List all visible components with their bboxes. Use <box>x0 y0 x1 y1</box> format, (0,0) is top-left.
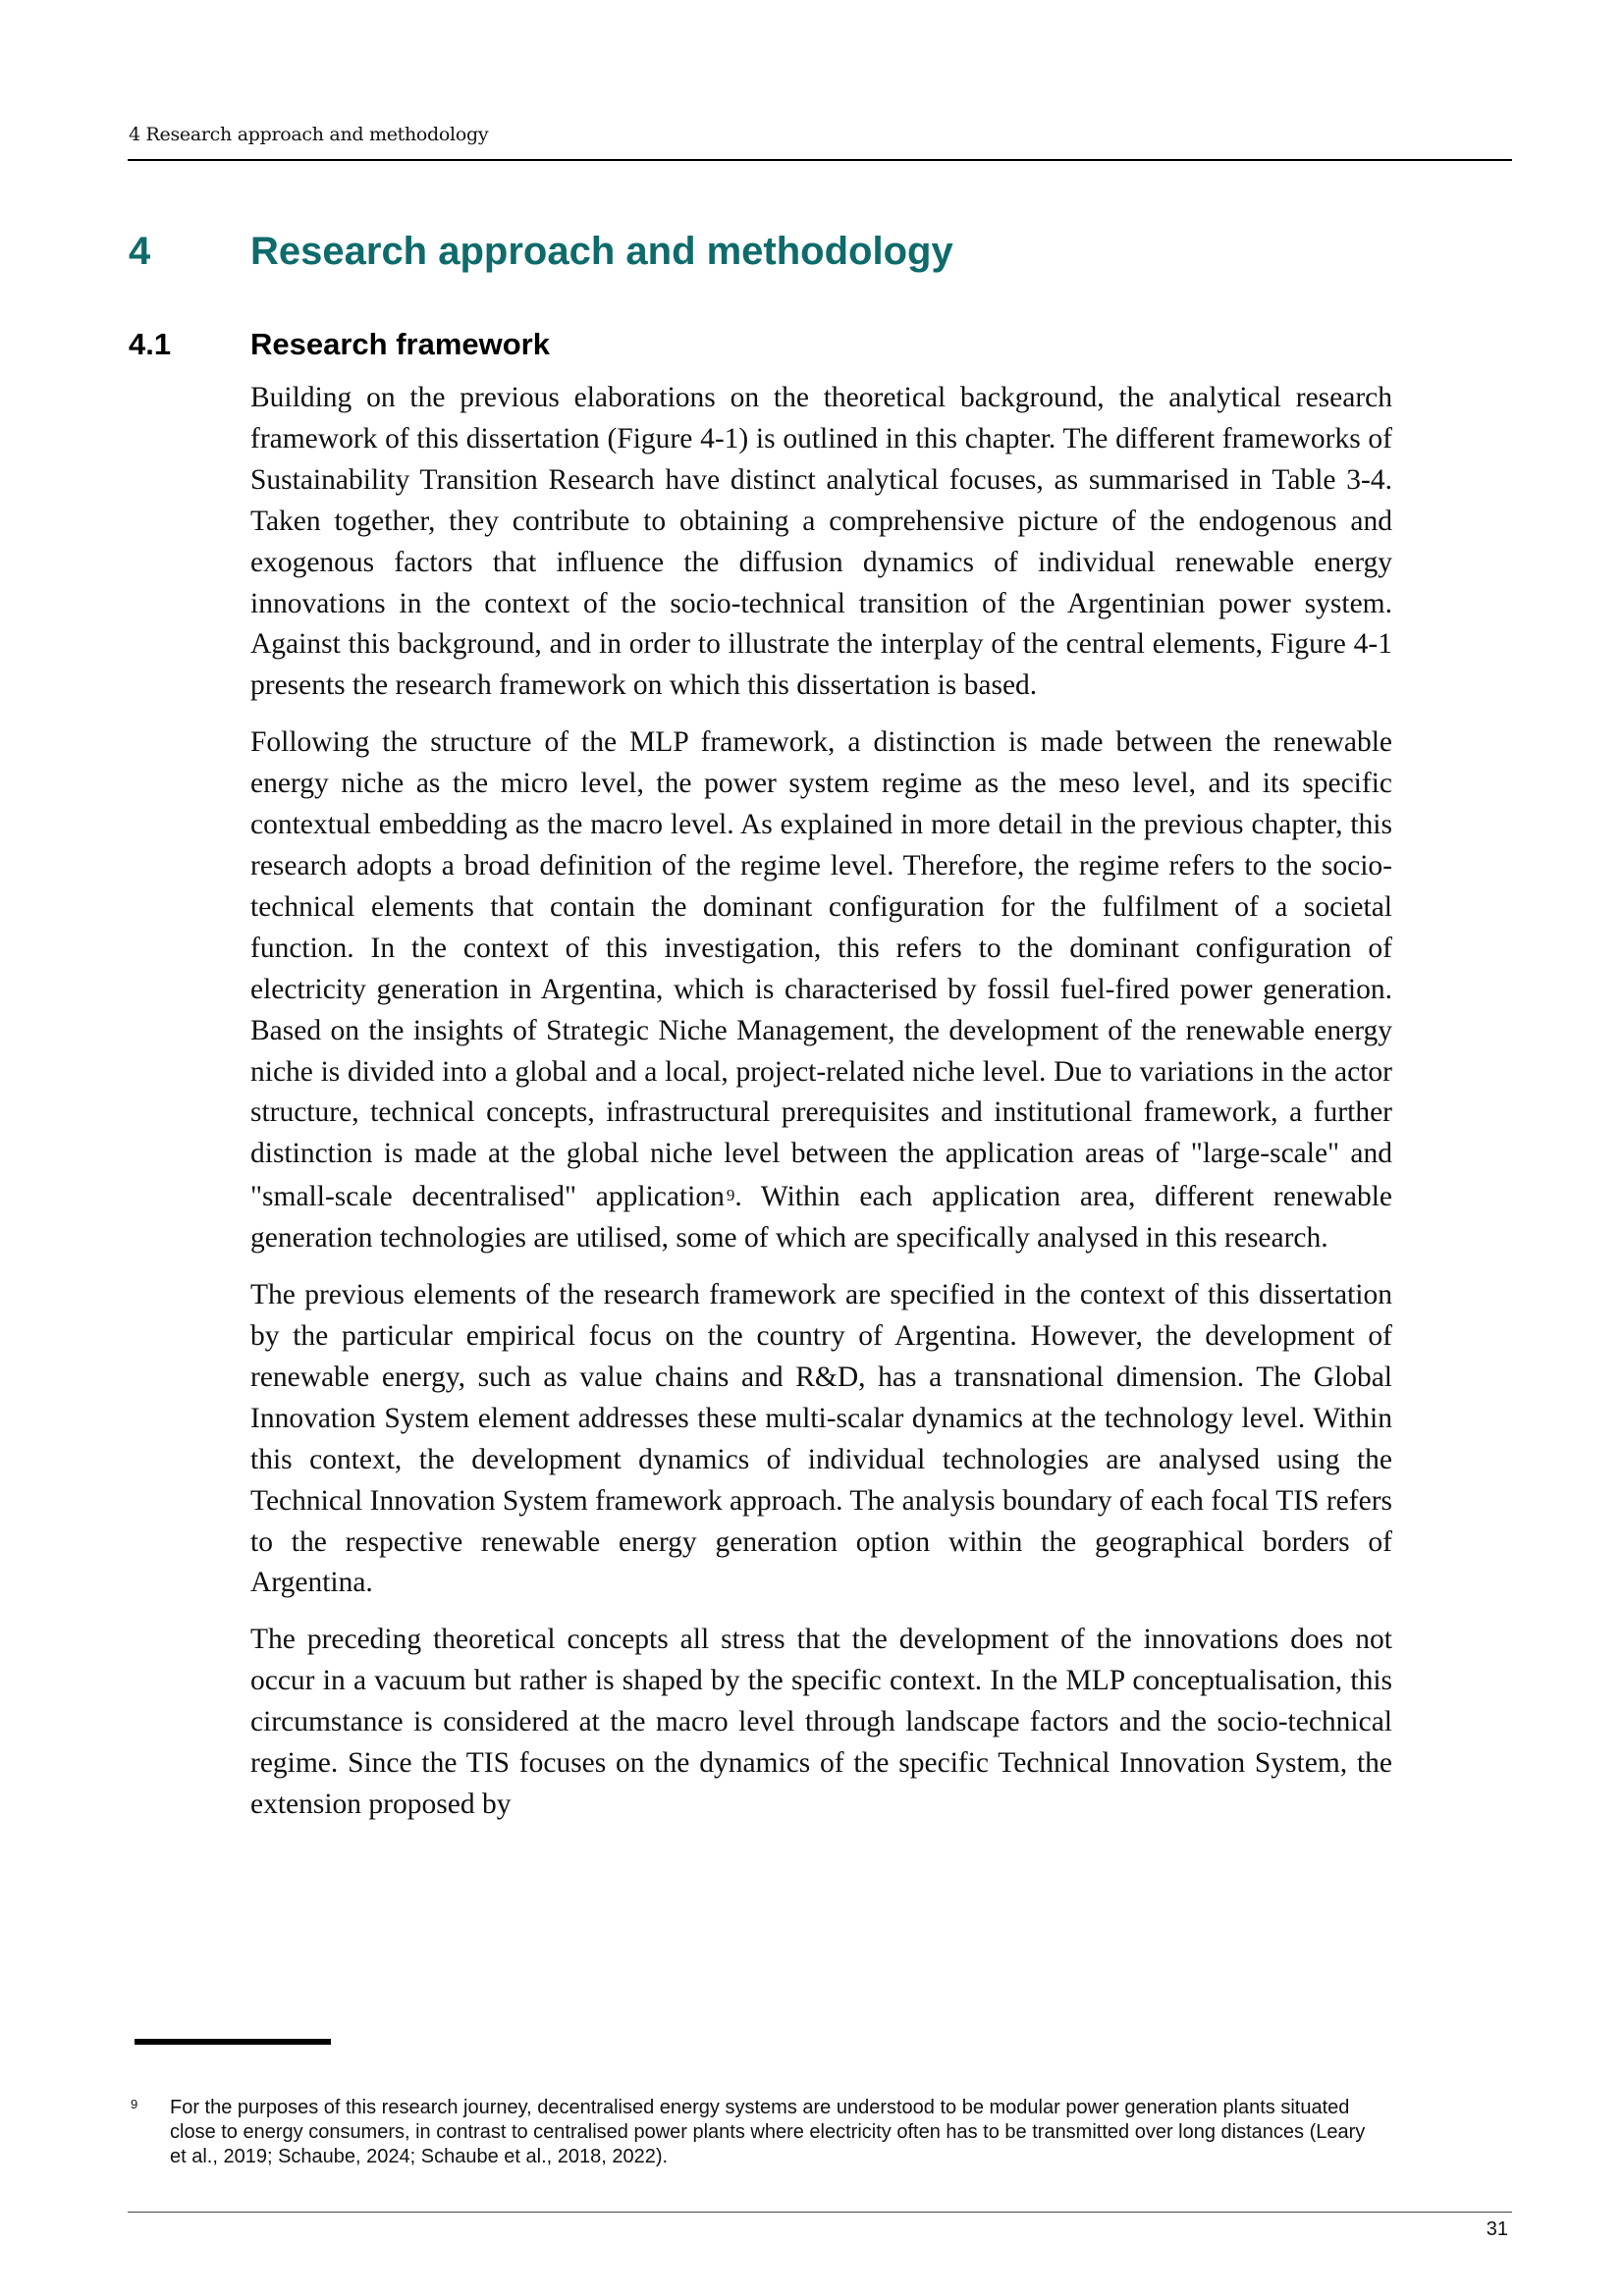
chapter-title: Research approach and methodology <box>250 230 953 273</box>
page-number: 31 <box>1486 2218 1508 2240</box>
paragraph: The previous elements of the research framework are specified in the context of this dissertation by the particular empirical focus on the country of Argentina. However, the development of renewable energy, such as value chains and R&D, has a transnational dimension. The Global Innovation System element addresses these multi-scalar dynamics at the technology level. Within this context, the development dynamics of individual technologies are analysed using the Technical Innovation System framework approach. The analysis boundary of each focal TIS refers to the respective renewable energy generation option within the geographical borders of Argentina. <box>250 1279 1392 1599</box>
paragraph <box>250 722 1392 1259</box>
section-title: Research framework <box>250 327 550 361</box>
chapter-number: 4 <box>129 230 151 273</box>
footnote-reference[interactable]: 9 <box>726 1186 735 1205</box>
body-text <box>250 378 1392 1842</box>
paragraph-text: Following the structure of the MLP framework, a distinction is made between the renewable energy niche as the micro level, the power system regime as the meso level, and its specific contextual embedding as the macro level. As explained in more detail in the previous chapter, this research adopts a broad definition of the regime level. Therefore, the regime refers to the socio-technical elements that contain the dominant configuration for the fulfilment of a societal function. In the context of this investigation, this refers to the dominant configuration of electricity generation in Argentina, which is characterised by fossil fuel-fired power generation. Based on the insights of Strategic Niche Management, the development of the renewable energy niche is divided into a global and a local, project-related niche level. Due to variations in the actor structure, technical concepts, infrastructural prerequisites and institutional framework, a further distinction is made at the global niche level between the application areas of "large-scale" and "small-scale decentralised" application <box>250 726 1392 1213</box>
paragraph: Building on the previous elaborations on the theoretical background, the analytical research framework of this dissertation (Figure 4-1) is outlined in this chapter. The different frameworks of Sustainability Transition Research have distinct analytical focuses, as summarised in Table 3-4. Taken together, they contribute to obtaining a comprehensive picture of the endogenous and exogenous factors that influence the diffusion dynamics of individual renewable energy innovations in the context of the socio-technical transition of the Argentinian power system. Against this background, and in order to illustrate the interplay of the central elements, Figure 4-1 presents the research framework on which this dissertation is based. <box>250 382 1392 702</box>
footer-rule <box>128 2212 1512 2213</box>
section-heading <box>129 327 550 362</box>
footnote-mark: 9 <box>131 2097 138 2111</box>
paragraph-text: . Within each application area, different renewable generation technologies are utilised, some of which are specifically analysed in this research. <box>250 1181 1392 1255</box>
footnote <box>129 2096 1385 2169</box>
footnote-text: For the purposes of this research journey, decentralised energy systems are understood to be modular power generation plants situated close to energy consumers, in contrast to centralised power plants where electricity often has to be transmitted over long distances (Leary et al., 2019; Schaube, 2024; Schaube et al., 2018, 2022). <box>170 2097 1366 2167</box>
section-number: 4.1 <box>129 327 172 361</box>
header-rule <box>128 159 1512 161</box>
paragraph: The preceding theoretical concepts all stress that the development of the innovations does not occur in a vacuum but rather is shaped by the specific context. In the MLP conceptualisation, this circumstance is considered at the macro level through landscape factors and the socio-technical regime. Since the TIS focuses on the dynamics of the specific Technical Innovation System, the extension proposed by <box>250 1624 1392 1820</box>
footnote-separator <box>135 2039 331 2045</box>
running-head: 4 Research approach and methodology <box>129 124 489 145</box>
chapter-heading <box>129 230 953 274</box>
